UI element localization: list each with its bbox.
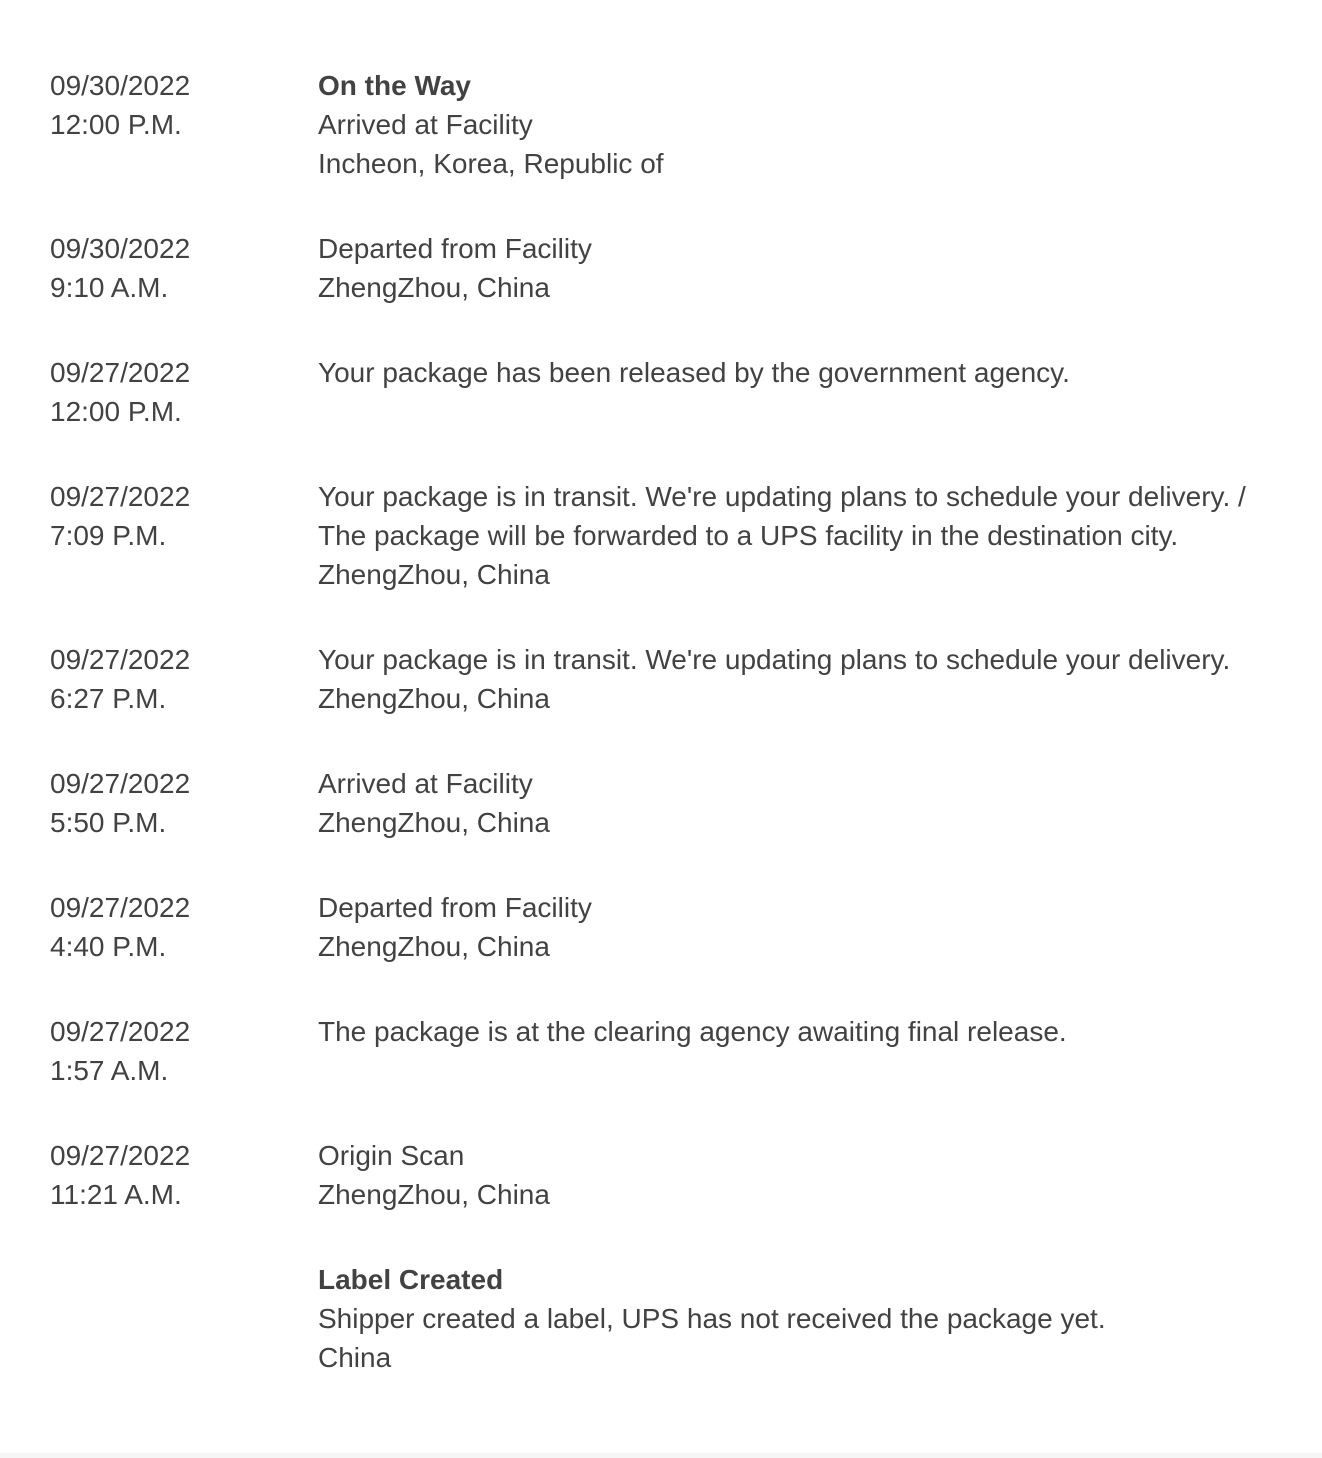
tracking-event-row [50,764,1322,842]
event-details-column [318,1012,1308,1051]
event-description: Your package is in transit. We're updating plans to schedule your delivery. / [318,481,1246,512]
event-datetime-column [50,764,318,842]
event-time: 5:50 P.M. [50,807,167,838]
tracking-event-row [50,1260,1322,1377]
event-time: 6:27 P.M. [50,683,167,714]
event-details-column [318,1136,1308,1214]
bottom-divider-strip [0,1453,1322,1458]
event-description: Departed from Facility [318,233,592,264]
tracking-event-row [50,229,1322,307]
event-description: Your package is in transit. We're updating plans to schedule your delivery. [318,644,1231,675]
event-location: ZhengZhou, China [318,931,550,962]
event-datetime-column [50,888,318,966]
event-location: Incheon, Korea, Republic of [318,148,664,179]
event-details-column [318,764,1308,842]
event-time: 11:21 A.M. [50,1179,182,1210]
event-time: 4:40 P.M. [50,931,167,962]
tracking-event-row [50,888,1322,966]
event-details-column [318,229,1308,307]
event-details-column [318,640,1308,718]
event-location: ZhengZhou, China [318,683,550,714]
event-details-column [318,888,1308,966]
event-time: 1:57 A.M. [50,1055,169,1086]
event-description: Origin Scan [318,1140,465,1171]
event-location: ZhengZhou, China [318,272,550,303]
event-details-column [318,477,1308,594]
tracking-event-row [50,353,1322,431]
event-details-column [318,66,1308,183]
event-location: ZhengZhou, China [318,1179,550,1210]
event-status-title: On the Way [318,70,471,101]
event-datetime-column [50,640,318,718]
event-date: 09/27/2022 [50,644,191,675]
event-time: 12:00 P.M. [50,396,182,427]
event-datetime-column [50,229,318,307]
event-description: Departed from Facility [318,892,592,923]
tracking-event-row [50,640,1322,718]
tracking-event-row [50,1136,1322,1214]
event-location: ZhengZhou, China [318,559,550,590]
event-location: ZhengZhou, China [318,807,550,838]
event-status-title: Label Created [318,1264,504,1295]
event-date: 09/30/2022 [50,233,191,264]
event-datetime-column [50,1136,318,1214]
event-description: Shipper created a label, UPS has not received the package yet. [318,1303,1106,1334]
tracking-event-row [50,66,1322,183]
tracking-event-row [50,1012,1322,1090]
event-description: Arrived at Facility [318,109,533,140]
event-datetime-column [50,66,318,144]
event-date: 09/27/2022 [50,481,191,512]
event-location: China [318,1342,392,1373]
event-date: 09/27/2022 [50,768,191,799]
event-description: Arrived at Facility [318,768,533,799]
event-datetime-column [50,353,318,431]
event-time: 7:09 P.M. [50,520,167,551]
event-time: 9:10 A.M. [50,272,169,303]
event-details-column [318,1260,1308,1377]
event-datetime-column [50,477,318,555]
event-description: The package will be forwarded to a UPS facility in the destination city. [318,520,1179,551]
tracking-event-row [50,477,1322,594]
event-date: 09/27/2022 [50,892,191,923]
event-date: 09/30/2022 [50,70,191,101]
event-datetime-column [50,1012,318,1090]
event-date: 09/27/2022 [50,1016,191,1047]
event-details-column [318,353,1308,392]
event-date: 09/27/2022 [50,1140,191,1171]
event-time: 12:00 P.M. [50,109,182,140]
event-date: 09/27/2022 [50,357,191,388]
event-description: The package is at the clearing agency awaiting final release. [318,1016,1067,1047]
event-description: Your package has been released by the government agency. [318,357,1070,388]
